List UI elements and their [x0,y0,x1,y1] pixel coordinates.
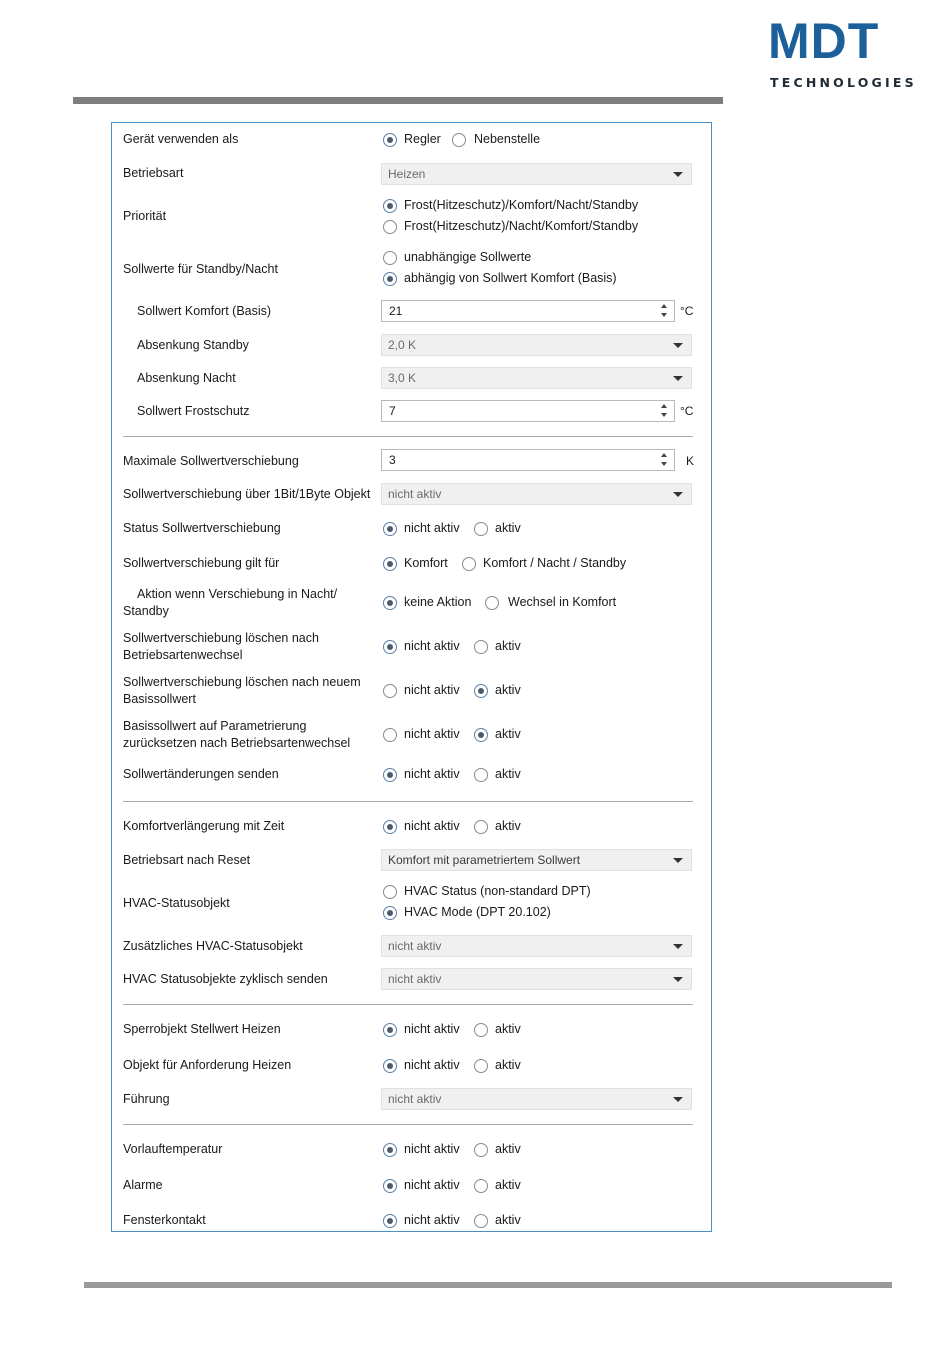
komfort-value: 21 [389,304,403,318]
prioritaet-opt2-text: Frost(Hitzeschutz)/Nacht/Komfort/Standby [404,219,639,233]
basis-nicht-aktiv-radio[interactable] [383,728,397,742]
chevron-down-icon [673,376,683,381]
fuehrung-value: nicht aktiv [388,1092,442,1106]
loeschen1-nicht-aktiv-text: nicht aktiv [404,639,460,653]
spin-up-icon[interactable] [661,404,667,408]
anford-nicht-aktiv-text: nicht aktiv [404,1058,460,1072]
aktion-keine-radio[interactable] [383,596,397,610]
chevron-down-icon [673,492,683,497]
betriebsart-select[interactable] [381,163,692,185]
sperr-nicht-aktiv-text: nicht aktiv [404,1022,460,1036]
verobj-value: nicht aktiv [388,487,442,501]
sperr-label: Sperrobjekt Stellwert Heizen [123,1022,281,1036]
aktion-keine-text: keine Aktion [404,595,472,609]
spin-up-icon[interactable] [661,453,667,457]
loeschen1-label-line2: Betriebsartenwechsel [123,648,243,662]
geraet-nebenstelle-text: Nebenstelle [474,132,541,146]
gilt-alle-radio[interactable] [462,557,476,571]
verobj-label: Sollwertverschiebung über 1Bit/1Byte Objekt [123,487,371,501]
loeschen2-label-line2: Basissollwert [123,692,196,706]
zusatz-value: nicht aktiv [388,939,442,953]
zusatz-select[interactable] [381,935,692,957]
frost-label: Sollwert Frostschutz [137,404,250,418]
zusatz-label: Zusätzliches HVAC-Statusobjekt [123,939,303,953]
vorlauf-nicht-aktiv-text: nicht aktiv [404,1142,460,1156]
reset-select[interactable] [381,849,692,871]
sperr-nicht-aktiv-radio[interactable] [383,1023,397,1037]
section-divider [123,1004,693,1005]
komfortzeit-nicht-aktiv-radio[interactable] [383,820,397,834]
statusver-label: Status Sollwertverschiebung [123,521,281,535]
komfort-unit: °C [680,304,694,318]
alarme-nicht-aktiv-radio[interactable] [383,1179,397,1193]
anford-nicht-aktiv-radio[interactable] [383,1059,397,1073]
fuehrung-select[interactable] [381,1088,692,1110]
aenderungen-aktiv-radio[interactable] [474,768,488,782]
nacht-label: Absenkung Nacht [137,371,236,385]
aktion-label-line2: Standby [123,604,169,618]
hvac-status-text: HVAC Status (non-standard DPT) [404,884,591,898]
sperr-aktiv-radio[interactable] [474,1023,488,1037]
vorlauf-nicht-aktiv-radio[interactable] [383,1143,397,1157]
fenster-aktiv-text: aktiv [495,1213,521,1227]
parameter-panel [111,122,712,1232]
geraet-regler-radio[interactable] [383,133,397,147]
geraet-label: Gerät verwenden als [123,132,239,146]
maxver-value: 3 [389,453,396,467]
prioritaet-opt2-radio[interactable] [383,220,397,234]
gilt-komfort-text: Komfort [404,556,448,570]
komfort-label: Sollwert Komfort (Basis) [137,304,272,318]
maxver-spinbox[interactable] [381,449,675,471]
geraet-nebenstelle-radio[interactable] [452,133,466,147]
chevron-down-icon [673,1097,683,1102]
loeschen2-nicht-aktiv-text: nicht aktiv [404,683,460,697]
nacht-value: 3,0 K [388,371,417,385]
reset-label: Betriebsart nach Reset [123,853,251,867]
basis-aktiv-text: aktiv [495,727,521,741]
frost-unit: °C [680,404,694,418]
fuehrung-label: Führung [123,1092,170,1106]
gilt-komfort-radio[interactable] [383,557,397,571]
sollwerte-opt1-radio[interactable] [383,251,397,265]
statusver-aktiv-radio[interactable] [474,522,488,536]
chevron-down-icon [673,858,683,863]
frost-spinbox[interactable] [381,400,675,422]
chevron-down-icon [673,977,683,982]
frost-value: 7 [389,404,396,418]
chevron-down-icon [673,343,683,348]
loeschen1-label-line1: Sollwertverschiebung löschen nach [123,631,319,645]
fenster-aktiv-radio[interactable] [474,1214,488,1228]
zyklisch-label: HVAC Statusobjekte zyklisch senden [123,972,328,986]
fenster-nicht-aktiv-radio[interactable] [383,1214,397,1228]
header-rule [73,97,723,104]
sollwerte-opt2-text: abhängig von Sollwert Komfort (Basis) [404,271,617,285]
komfortzeit-nicht-aktiv-text: nicht aktiv [404,819,460,833]
sollwerte-opt1-text: unabhängige Sollwerte [404,250,532,264]
basis-label-line1: Basissollwert auf Parametrierung [123,719,307,733]
statusver-nicht-aktiv-radio[interactable] [383,522,397,536]
vorlauf-aktiv-text: aktiv [495,1142,521,1156]
spin-up-icon[interactable] [661,304,667,308]
sperr-aktiv-text: aktiv [495,1022,521,1036]
hvac-status-radio[interactable] [383,885,397,899]
alarme-aktiv-radio[interactable] [474,1179,488,1193]
komfortzeit-label: Komfortverlängerung mit Zeit [123,819,285,833]
prioritaet-label: Priorität [123,209,167,223]
aenderungen-nicht-aktiv-radio[interactable] [383,768,397,782]
standby-select[interactable] [381,334,692,356]
statusver-aktiv-text: aktiv [495,521,521,535]
loeschen1-nicht-aktiv-radio[interactable] [383,640,397,654]
anford-label: Objekt für Anforderung Heizen [123,1058,292,1072]
standby-label: Absenkung Standby [137,338,249,352]
hvac-mode-text: HVAC Mode (DPT 20.102) [404,905,551,919]
loeschen2-nicht-aktiv-radio[interactable] [383,684,397,698]
vorlauf-label: Vorlauftemperatur [123,1142,223,1156]
maxver-label: Maximale Sollwertverschiebung [123,454,299,468]
verobj-select[interactable] [381,483,692,505]
chevron-down-icon [673,944,683,949]
aktion-wechsel-radio[interactable] [485,596,499,610]
anford-aktiv-text: aktiv [495,1058,521,1072]
prioritaet-opt1-text: Frost(Hitzeschutz)/Komfort/Nacht/Standby [404,198,639,212]
komfortzeit-aktiv-text: aktiv [495,819,521,833]
gilt-alle-text: Komfort / Nacht / Standby [483,556,627,570]
alarme-nicht-aktiv-text: nicht aktiv [404,1178,460,1192]
sollwerte-opt2-radio[interactable] [383,272,397,286]
section-divider [123,1124,693,1125]
aenderungen-aktiv-text: aktiv [495,767,521,781]
geraet-regler-text: Regler [404,132,441,146]
section-divider [123,436,693,437]
betriebsart-label: Betriebsart [123,166,184,180]
aktion-wechsel-text: Wechsel in Komfort [508,595,617,609]
komfort-spinbox[interactable] [381,300,675,322]
loeschen2-aktiv-text: aktiv [495,683,521,697]
basis-nicht-aktiv-text: nicht aktiv [404,727,460,741]
aenderungen-nicht-aktiv-text: nicht aktiv [404,767,460,781]
nacht-select[interactable] [381,367,692,389]
loeschen2-aktiv-radio[interactable] [474,684,488,698]
maxver-unit: K [686,454,695,468]
footer-rule [84,1282,892,1288]
sollwerte-label: Sollwerte für Standby/Nacht [123,262,278,276]
logo-wordmark: MDT [768,13,880,69]
gilt-label: Sollwertverschiebung gilt für [123,556,280,570]
vorlauf-aktiv-radio[interactable] [474,1143,488,1157]
alarme-label: Alarme [123,1178,163,1192]
alarme-aktiv-text: aktiv [495,1178,521,1192]
loeschen1-aktiv-radio[interactable] [474,640,488,654]
zyklisch-value: nicht aktiv [388,972,442,986]
zyklisch-select[interactable] [381,968,692,990]
fenster-nicht-aktiv-text: nicht aktiv [404,1213,460,1227]
reset-value: Komfort mit parametriertem Sollwert [388,853,581,867]
hvac-mode-radio[interactable] [383,906,397,920]
basis-aktiv-radio[interactable] [474,728,488,742]
anford-aktiv-radio[interactable] [474,1059,488,1073]
aenderungen-label: Sollwertänderungen senden [123,767,279,781]
prioritaet-opt1-radio[interactable] [383,199,397,213]
komfortzeit-aktiv-radio[interactable] [474,820,488,834]
hvac-label: HVAC-Statusobjekt [123,896,230,910]
logo-tagline: TECHNOLOGIES [770,75,917,90]
spin-down-icon[interactable] [661,313,667,317]
mdt-logo [768,13,917,96]
fenster-label: Fensterkontakt [123,1213,206,1227]
basis-label-line2: zurücksetzen nach Betriebsartenwechsel [123,736,351,750]
loeschen1-aktiv-text: aktiv [495,639,521,653]
spin-down-icon[interactable] [661,462,667,466]
statusver-nicht-aktiv-text: nicht aktiv [404,521,460,535]
spin-down-icon[interactable] [661,413,667,417]
betriebsart-value: Heizen [388,167,426,181]
loeschen2-label-line1: Sollwertverschiebung löschen nach neuem [123,675,361,689]
section-divider [123,801,693,802]
chevron-down-icon [673,172,683,177]
aktion-label-line1: Aktion wenn Verschiebung in Nacht/ [137,587,338,601]
standby-value: 2,0 K [388,338,417,352]
